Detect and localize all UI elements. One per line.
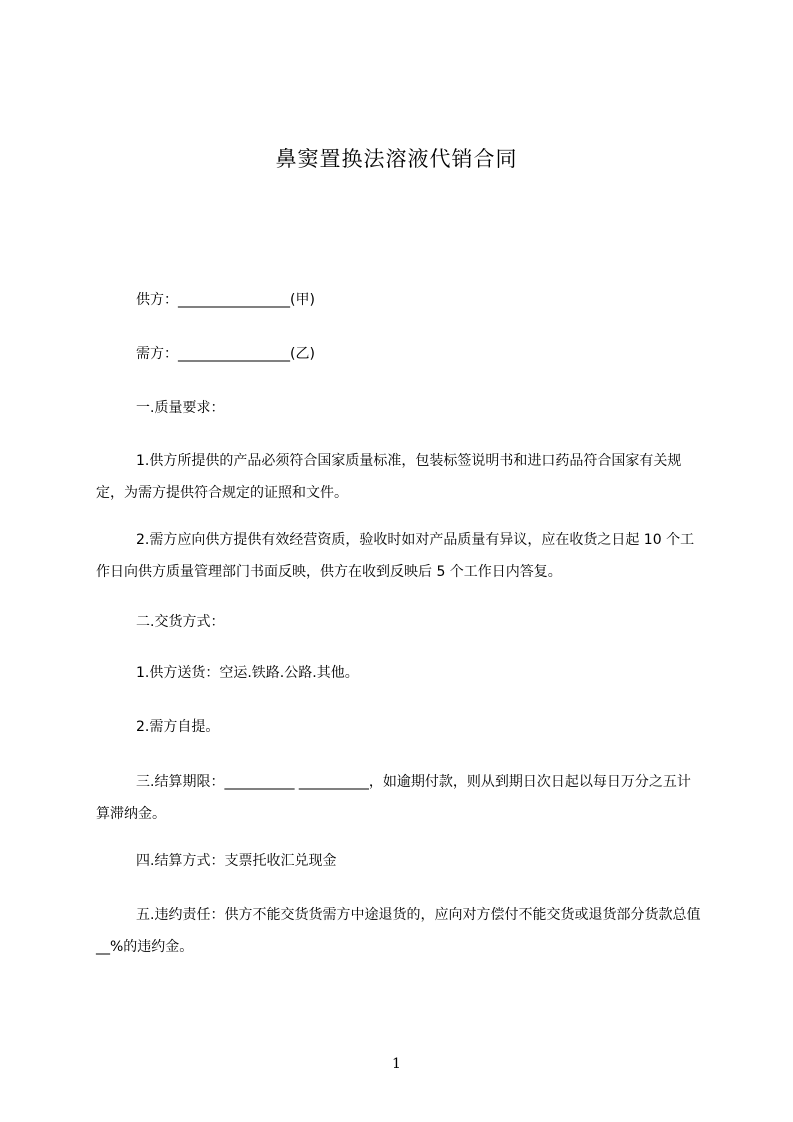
section5-liability: 五.违约责任：供方不能交货货需方中途退货的，应向对方偿付不能交货或退货部分货款总值__%的违约金。 — [96, 907, 701, 955]
document-title: 鼻窦置换法溶液代销合同 — [275, 147, 518, 171]
buyer-line: 需方：________________(乙) — [136, 346, 315, 362]
section2-item2: 2.需方自提。 — [136, 719, 220, 735]
section2-item1: 1.供方送货：空运.铁路.公路.其他。 — [136, 665, 359, 681]
section4-settlement-method: 四.结算方式：支票托收汇兑现金 — [136, 853, 337, 869]
section1-heading: 一.质量要求： — [136, 400, 225, 416]
section2-heading: 二.交货方式： — [136, 614, 225, 630]
page-number: 1 — [392, 1056, 401, 1072]
section1-item2: 2.需方应向供方提供有效经营资质，验收时如对产品质量有异议，应在收货之日起 10 个工作日向供方质量管理部门书面反映，供方在收到反映后 5 个工作日内答复。 — [96, 532, 695, 580]
section1-item1: 1.供方所提供的产品必须符合国家质量标准，包装标签说明书和进口药品符合国家有关规定，为需方提供符合规定的证照和文件。 — [96, 453, 682, 501]
section3-settlement-period: 三.结算期限：__________ __________，如逾期付款，则从到期日次日起以每日万分之五计算滞纳金。 — [96, 774, 691, 822]
supplier-line: 供方：________________(甲) — [136, 292, 315, 308]
